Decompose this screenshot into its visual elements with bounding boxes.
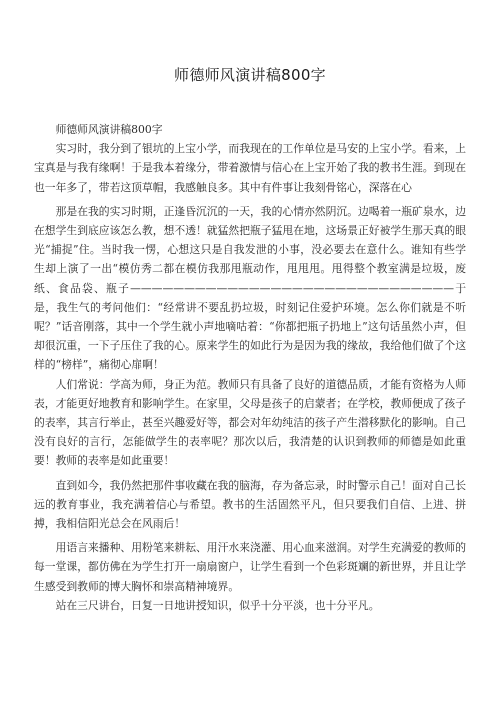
paragraph: 用语言来播种、用粉笔来耕耘、用汗水来浇灌、用心血来滋润。对学生充满爱的教师的每一堂课，都仿佛在为学生打开一扇扇窗户，让学生看到一个色彩斑斓的新世界，并且让学生感受到教师的博大胸怀和崇高精神境界。 (34, 541, 466, 593)
body-heading: 师德师风演讲稿800字 (55, 123, 163, 136)
paragraph: 人们常说：学高为师，身正为范。教师只有具备了良好的道德品质，才能有资格为人师表，才能更好地教育和影响学生。在家里，父母是孩子的启蒙者；在学校，教师便成了孩子的表率，其言行举止，甚至兴趣爱好等，都会对年幼纯洁的孩子产生潜移默化的影响。自己没有良好的言行，怎能做学生的表率呢？那次以后，我清楚的认识到教师的师德是如此重要！教师的表率是如此重要！ (34, 377, 466, 468)
paragraph: 那是在我的实习时期，正逢昏沉沉的一天，我的心情亦然阴沉。边喝着一瓶矿泉水，边在想学生到底应该怎么教，想不透！就猛然把瓶子猛甩在地，这场景正好被学生那天真的眼光“捕捉”住。当时我一愣，心想这只是自我发泄的小事，没必要去在意什么。谁知有些学生却上演了一出“模仿秀二都在模仿我那甩瓶动作，甩甩甩。甩得整个教室满是垃圾，废纸、食品袋、瓶子——————————————————————————————于是，我生气的考问他们：“经常讲不要乱扔垃圾，时刻记住爱护环境。怎么你们就是不听呢？”话音刚落，其中一个学生就小声地嘀咕着：“你都把瓶子扔地上”这句话虽然小声，但却很沉重，一下子压住了我的心。原来学生的如此行为是因为我的缘故，我给他们做了个这样的“榜样”，痛彻心扉啊！ (34, 204, 466, 372)
paragraph: 站在三尺讲台，日复一日地讲授知识，似乎十分平淡，也十分平凡。 (55, 598, 380, 612)
paragraph: 实习时，我分到了银坑的上宝小学，而我现在的工作单位是马安的上宝小学。看来，上宝真是与我有缘啊！于是我本着缘分，带着激情与信心在上宝开始了我的教书生涯。到现在也一年多了，带若这顶草帽，我感触良多。其中有件事让我刻骨铭心，深落在心 (34, 142, 466, 194)
document-body (34, 120, 466, 615)
document-title: 师德师风演讲稿800字 (174, 66, 326, 84)
paragraph: 直到如今，我仍然把那件事收藏在我的脑海，存为备忘录，时时警示自己！面对自己长远的教育事业，我充满着信心与希望。教书的生活固然平凡，但只要我们自信、上进、拼搏，我相信阳光总会在风雨后！ (34, 478, 466, 531)
